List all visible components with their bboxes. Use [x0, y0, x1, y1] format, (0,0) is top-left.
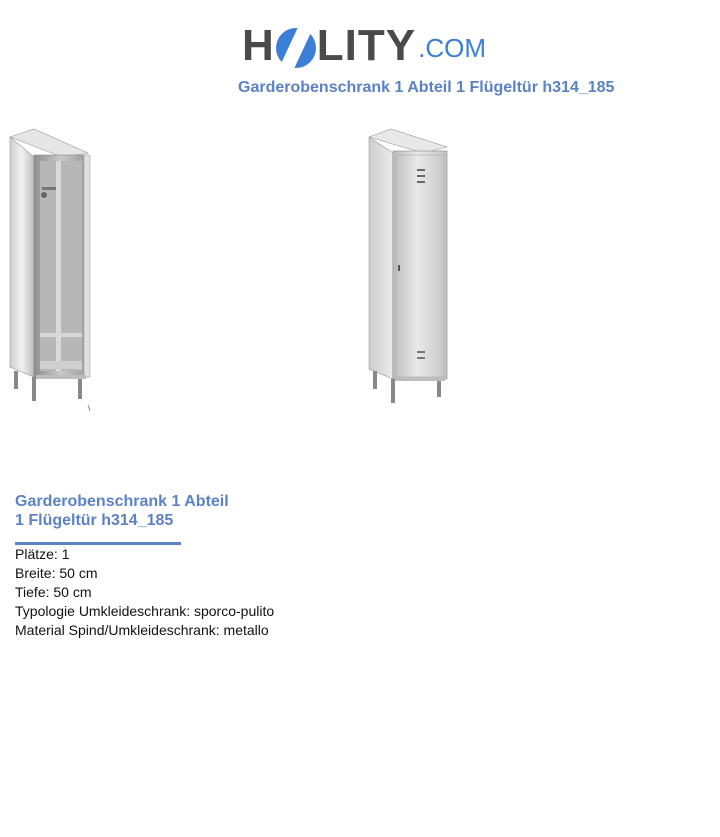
product-image-open-locker: [6, 125, 101, 415]
spec-list: [15, 545, 274, 640]
logo-brand-prefix: H: [242, 21, 275, 70]
product-image-closed-locker: [365, 125, 455, 407]
holity-logo[interactable]: [242, 12, 486, 68]
logo-brand-suffix: LITY: [316, 21, 417, 70]
spec-row-places: Plätze: 1: [15, 546, 70, 562]
page-title: Garderobenschrank 1 Abteil 1 Flügeltür h314_185: [238, 79, 615, 96]
spec-row-width: Breite: 50 cm: [15, 565, 98, 581]
product-name-line2: 1 Flügeltür h314_185: [15, 512, 174, 529]
product-name: [15, 492, 255, 530]
spec-row-typology: Typologie Umkleideschrank: sporco-pulito: [15, 603, 275, 619]
spec-row-depth: Tiefe: 50 cm: [15, 584, 92, 600]
logo-tld: .COM: [418, 33, 486, 63]
logo-o-icon: [276, 28, 316, 68]
spec-row-material: Material Spind/Umkleideschrank: metallo: [15, 622, 269, 638]
product-name-line1: Garderobenschrank 1 Abteil: [15, 493, 229, 510]
